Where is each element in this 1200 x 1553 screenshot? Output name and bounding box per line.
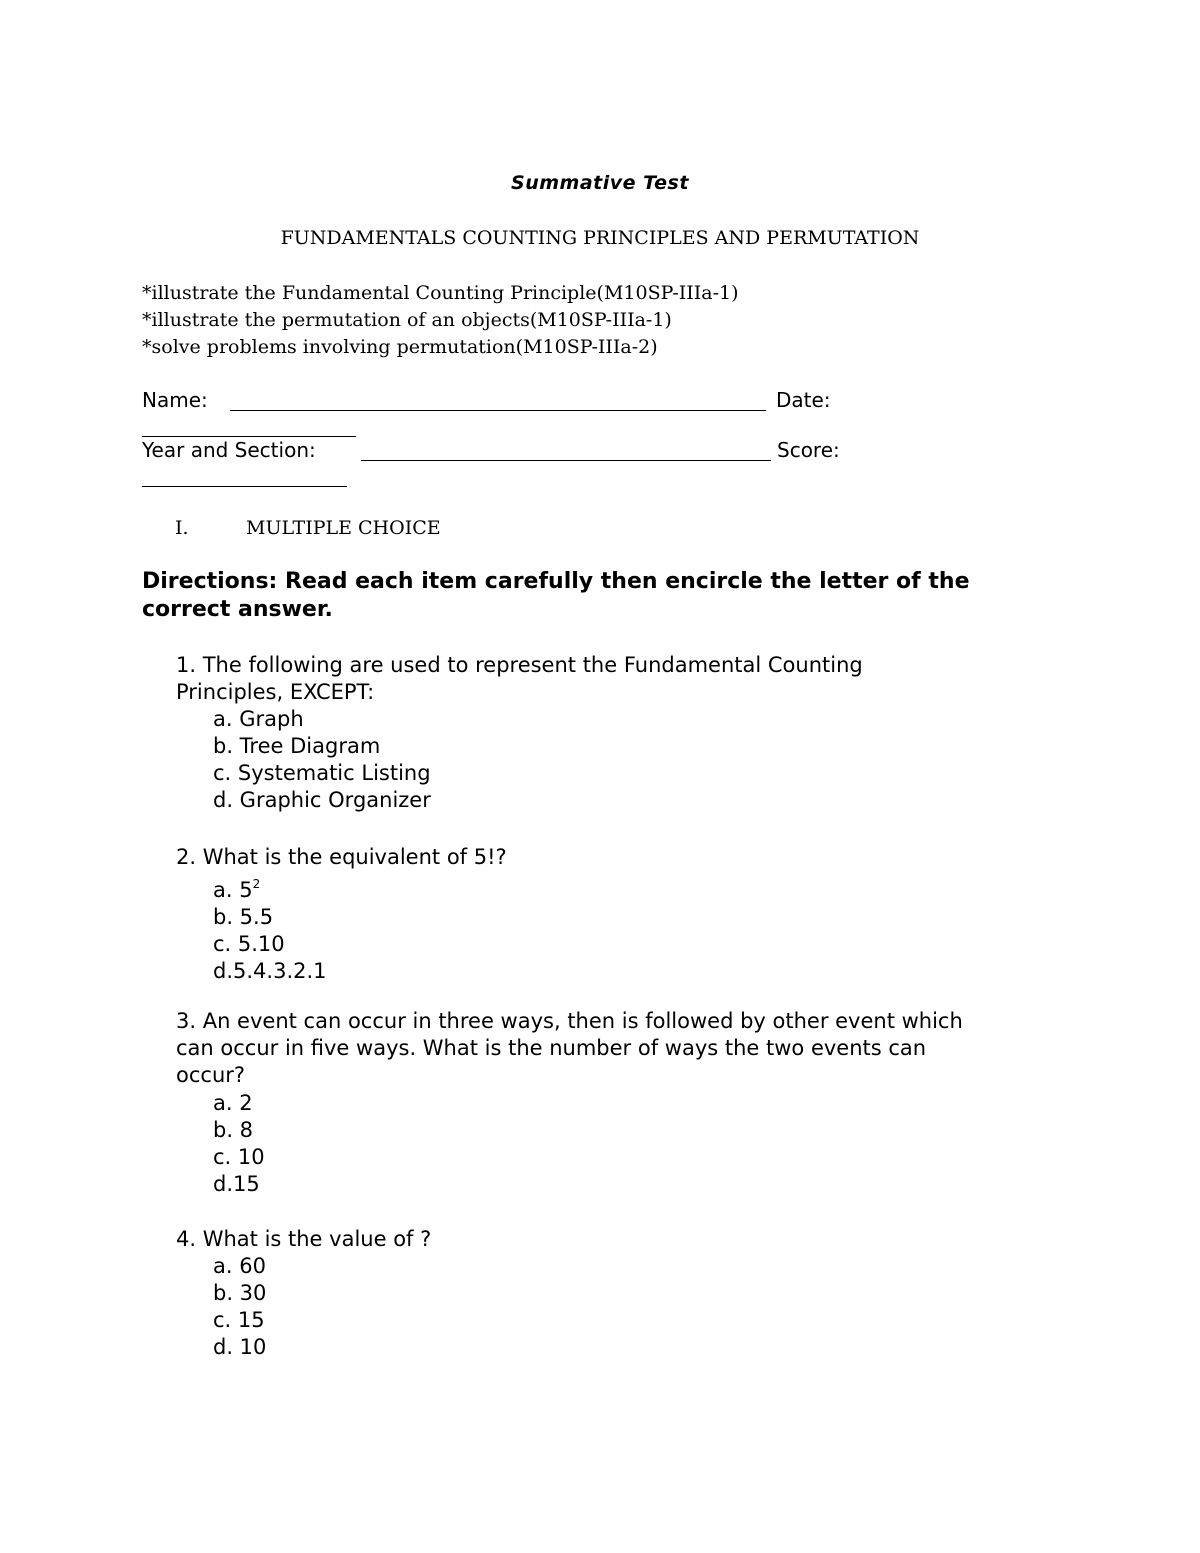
section-title: MULTIPLE CHOICE xyxy=(246,517,441,539)
question-text: 1. The following are used to represent the Fundamental Counting xyxy=(176,653,863,677)
section-label: Year and Section: xyxy=(142,438,316,462)
question-text: 2. What is the equivalent of 5!? xyxy=(176,845,507,869)
section-numeral: I. xyxy=(175,517,189,539)
date-label: Date: xyxy=(776,388,831,412)
option-b[interactable]: b. 8 xyxy=(213,1118,254,1142)
competency-item: *illustrate the permutation of an objects(M10SP-IIIa-1) xyxy=(142,309,672,331)
question-text: 4. What is the value of ? xyxy=(176,1227,432,1251)
directions xyxy=(142,568,970,624)
option-d[interactable]: d. Graphic Organizer xyxy=(213,788,431,812)
question-text: occur? xyxy=(176,1063,246,1087)
question-1 xyxy=(176,652,863,706)
name-label: Name: xyxy=(142,388,208,412)
option-a[interactable] xyxy=(213,871,327,904)
score-field[interactable] xyxy=(142,486,347,487)
section-field[interactable] xyxy=(361,460,771,461)
question-text: can occur in five ways. What is the number of ways the two events can xyxy=(176,1036,927,1060)
option-a[interactable]: a. 60 xyxy=(213,1254,266,1278)
question-4-options xyxy=(213,1253,266,1361)
date-field[interactable] xyxy=(142,436,356,437)
question-2-options xyxy=(213,871,327,985)
directions-line: correct answer. xyxy=(142,597,333,622)
option-c[interactable]: c. Systematic Listing xyxy=(213,761,431,785)
option-c[interactable]: c. 15 xyxy=(213,1308,265,1332)
question-text: 3. An event can occur in three ways, then is followed by other event which xyxy=(176,1009,963,1033)
option-a[interactable]: a. Graph xyxy=(213,707,304,731)
competency-item: *illustrate the Fundamental Counting Principle(M10SP-IIIa-1) xyxy=(142,282,739,304)
question-3 xyxy=(176,1008,963,1089)
question-text: Principles, EXCEPT: xyxy=(176,680,375,704)
option-c[interactable]: c. 5.10 xyxy=(213,932,285,956)
option-d[interactable]: d.15 xyxy=(213,1172,260,1196)
option-a[interactable]: a. 2 xyxy=(213,1091,253,1115)
question-1-options xyxy=(213,706,431,814)
name-field[interactable] xyxy=(230,410,766,411)
option-d[interactable]: d. 10 xyxy=(213,1335,267,1359)
competency-item: *solve problems involving permutation(M10SP-IIIa-2) xyxy=(142,336,658,358)
page-subtitle: FUNDAMENTALS COUNTING PRINCIPLES AND PERMUTATION xyxy=(280,227,920,249)
page-title: Summative Test xyxy=(511,172,689,194)
option-a-text: a. 5 xyxy=(213,878,253,902)
option-b[interactable]: b. 30 xyxy=(213,1281,267,1305)
score-label: Score: xyxy=(777,438,840,462)
option-b[interactable]: b. 5.5 xyxy=(213,905,274,929)
option-a-exponent: 2 xyxy=(252,877,261,891)
question-2 xyxy=(176,844,507,871)
directions-line: Directions: Read each item carefully then encircle the letter of the xyxy=(142,569,970,594)
question-4 xyxy=(176,1226,431,1253)
option-c[interactable]: c. 10 xyxy=(213,1145,265,1169)
option-b[interactable]: b. Tree Diagram xyxy=(213,734,381,758)
option-d[interactable]: d.5.4.3.2.1 xyxy=(213,959,327,983)
question-3-options xyxy=(213,1090,265,1198)
